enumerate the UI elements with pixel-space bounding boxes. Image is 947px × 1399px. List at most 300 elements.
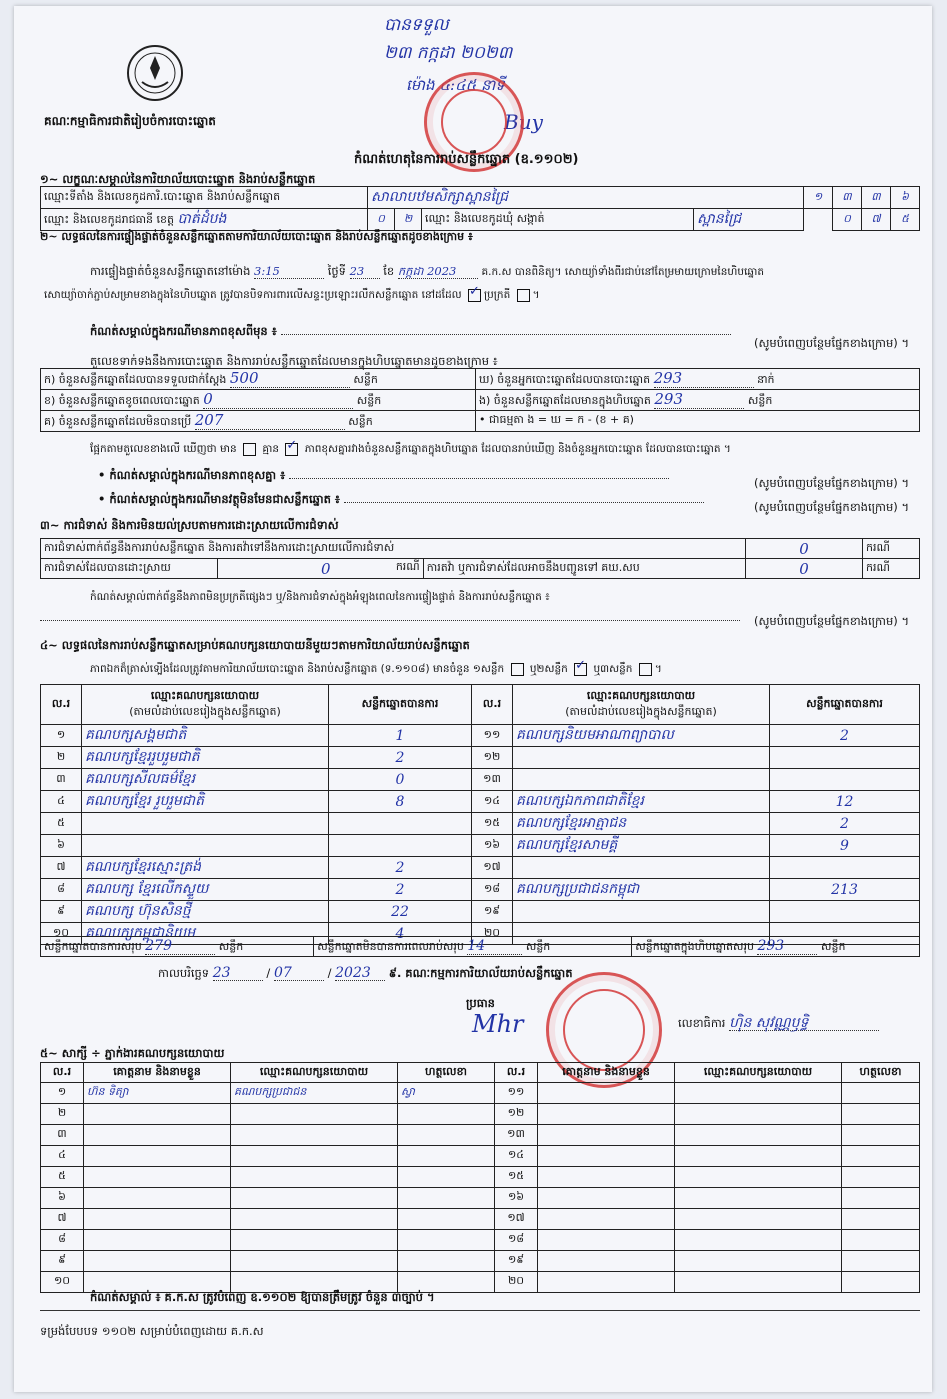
results-no: ១២ bbox=[472, 747, 513, 769]
witness-no: ១ bbox=[41, 1083, 84, 1104]
section1-table bbox=[40, 186, 920, 231]
results-party: គណបក្សខ្មែរសាមគ្គី bbox=[513, 835, 770, 857]
difference-suffix: ភាពខុសគ្នារវាងចំនួនសន្លឹកឆ្នោតក្នុងហិបឆ្នោត ដែលបានរាប់ឃើញ និងចំនួនអ្នកបោះឆ្នោត ដែលបានបោះឆ្នោត ។ bbox=[304, 443, 731, 455]
seal-line: សោយ្យ៉ាចាក់ភ្ជាប់សម្រាមខាងក្នុងនៃហិបឆ្នោត ត្រូវបានបិទការពារលើសន្ទះប្រឡោះរលឹកសន្លឹកឆ្នោត នៅដដែល ✓ ប្រក្រតី ។ bbox=[44, 288, 540, 302]
section3-title: ៣~ ការជំទាស់ និងការមិនយល់ស្របតាមការដោះស្រាយលើការជំទាស់ bbox=[40, 518, 339, 532]
results-votes: 213 bbox=[770, 879, 920, 901]
witness-party bbox=[675, 1167, 842, 1188]
witness-name bbox=[84, 1251, 231, 1272]
results-party bbox=[513, 901, 770, 923]
witness-no: ១៦ bbox=[495, 1188, 538, 1209]
witness-no: ៥ bbox=[41, 1167, 84, 1188]
commune-label: ឈ្មោះ និងលេខកូដឃុំ សង្កាត់ bbox=[422, 209, 694, 231]
count-b-unit: សន្លឹក bbox=[356, 394, 382, 407]
results-col-party-left bbox=[82, 685, 329, 725]
results-row bbox=[41, 747, 920, 769]
chair-signature: Mhr bbox=[472, 1010, 524, 1038]
station-name: សាលាបឋមសិក្សាស្ពានជ្រៃ bbox=[368, 187, 804, 209]
received-signature: Buy bbox=[504, 110, 543, 134]
bullet1-fill-note: (សូមបំពេញបន្ថែមផ្នែកខាងក្រោម) ។ bbox=[754, 476, 910, 490]
province-code-1: ០ bbox=[368, 209, 395, 231]
station-code-4: ៦ bbox=[891, 187, 920, 209]
results-votes bbox=[770, 901, 920, 923]
verify-month-label: ខែ bbox=[383, 264, 395, 278]
province-name: បាត់ដំបង bbox=[177, 211, 227, 227]
count-a-unit: សន្លឹក bbox=[353, 373, 378, 386]
results-row bbox=[41, 901, 920, 923]
witness-sign bbox=[398, 1209, 495, 1230]
witness-party bbox=[675, 1146, 842, 1167]
witness-row bbox=[41, 1146, 920, 1167]
invalid-total bbox=[314, 937, 632, 957]
results-votes bbox=[329, 835, 472, 857]
witness-party bbox=[231, 1104, 398, 1125]
results-votes bbox=[329, 813, 472, 835]
witness-name: ហ៊ន ទិត្យា bbox=[84, 1083, 231, 1104]
invalid-total-label: សន្លឹកឆ្នោតមិនបានការពេលរាប់សរុប bbox=[317, 939, 464, 953]
objection-table bbox=[40, 538, 920, 579]
witness-no: ១៨ bbox=[495, 1230, 538, 1251]
objection-forwarded-value: 0 bbox=[746, 559, 863, 579]
objection-row1-unit: ករណី bbox=[863, 539, 920, 559]
witness-sign bbox=[398, 1188, 495, 1209]
witness-party bbox=[231, 1167, 398, 1188]
abnormal-checkbox[interactable] bbox=[517, 289, 530, 302]
results-party bbox=[513, 769, 770, 791]
section4-intro-text: ភាពឯកត៏ត្រាស់ទ្បើងដែលត្រូវតាមការិយាល័យបោះឆ្នោត និងរាប់សន្លឹកឆ្នោត (ទ.១១០៨) មានចំនួន ១សន្លឹក bbox=[90, 663, 505, 675]
province-row bbox=[41, 209, 368, 231]
results-party: គណបក្សសីលធម៌ខ្មែរ bbox=[82, 769, 329, 791]
verify-after-text: គ.ក.ស បានពិនិត្យ។ សោយ្យ៉ាទាំងពីរជាប់នៅតែម្រមាយក្រោមនៃហិបឆ្នោត bbox=[481, 266, 765, 278]
objection-resolved-label: ការជំទាស់ដែលបានដោះស្រាយ bbox=[41, 559, 218, 579]
verify-day: 23 bbox=[350, 264, 380, 279]
results-no: ៩ bbox=[41, 901, 82, 923]
results-party: គណបក្សខ្មែរ រួបរួមជាតិ bbox=[82, 791, 329, 813]
results-no: ១០ bbox=[41, 923, 82, 945]
results-party-head-left: ឈ្មោះគណបក្សនយោបាយ bbox=[150, 688, 260, 702]
objection-row1-value: 0 bbox=[746, 539, 863, 559]
results-votes: 2 bbox=[770, 725, 920, 747]
results-votes bbox=[770, 747, 920, 769]
results-party: គណបក្សខ្មែរអាត្មាជន bbox=[513, 813, 770, 835]
sheets-2-checkbox[interactable] bbox=[574, 663, 587, 676]
witness-col-sign-left: ហត្ថលេខា bbox=[398, 1063, 495, 1083]
witness-sign bbox=[842, 1167, 920, 1188]
count-d-value: 293 bbox=[654, 369, 754, 388]
diff-note bbox=[90, 324, 731, 338]
witness-party bbox=[231, 1209, 398, 1230]
witness-name bbox=[538, 1230, 675, 1251]
diff-note-label: កំណត់សម្គាល់ក្នុងករណីមានភាពខុសពីមុន ៖ bbox=[90, 324, 277, 338]
invalid-total-unit: សន្លឹក bbox=[525, 939, 551, 953]
secretary-line bbox=[678, 1016, 879, 1031]
objection-row1-label: ការជំទាស់ពាក់ព័ន្ធនឹងការរាប់សន្លឹកឆ្នោត និងការតវ៉ាទៅនឹងការដោះស្រាយលើការជំទាស់ bbox=[41, 539, 746, 559]
results-no: ១៩ bbox=[472, 901, 513, 923]
witness-row bbox=[41, 1104, 920, 1125]
bullet1-label: • កំណត់សម្គាល់ក្នុងករណីមានភាពខុសគ្នា ៖ bbox=[98, 468, 286, 482]
witness-name bbox=[538, 1167, 675, 1188]
valid-total-value: 279 bbox=[145, 938, 215, 955]
commune-code-2: ៧ bbox=[862, 209, 891, 231]
results-party-sub-right: (តាមលំដាប់លេខរៀងក្នុងសន្លឹកឆ្នោត) bbox=[565, 704, 717, 718]
sheets-3-label: ឬ៣សន្លឹក bbox=[593, 663, 633, 675]
counts-table bbox=[40, 368, 920, 432]
verify-month: កក្កដា 2023 bbox=[398, 264, 478, 279]
objection-forwarded-label: ការតវ៉ា ឬការជំទាស់ដែលអាចនឹងបញ្ជូនទៅ គឃ.សប bbox=[423, 559, 745, 579]
bullet2-fill-note: (សូមបំពេញបន្ថែមផ្នែកខាងក្រោម) ។ bbox=[754, 500, 910, 514]
bullet-object-note bbox=[98, 492, 704, 506]
results-row bbox=[41, 725, 920, 747]
results-votes: 8 bbox=[329, 791, 472, 813]
footer-form-ref: ទម្រង់បែបបទ ១១០២ សម្រាប់បំពេញដោយ គ.ក.ស bbox=[40, 1324, 264, 1338]
witness-sign bbox=[842, 1251, 920, 1272]
commune-name: ស្ពានជ្រៃ bbox=[693, 209, 803, 231]
witness-no: ១០ bbox=[41, 1272, 84, 1293]
witness-no: ៦ bbox=[41, 1188, 84, 1209]
section2-title: ២~ លទ្ធផលនៃការផ្ទៀងផ្ទាត់ចំនួនសន្លឹកឆ្នោតតាមការិយាល័យបោះឆ្នោត និងរាប់សន្លឹកឆ្នោតដូចខាងក្រោម ៖ bbox=[40, 230, 473, 243]
witness-sign bbox=[842, 1104, 920, 1125]
witness-name bbox=[84, 1125, 231, 1146]
witness-row bbox=[41, 1125, 920, 1146]
witness-name bbox=[538, 1104, 675, 1125]
witness-no: ៤ bbox=[41, 1146, 84, 1167]
count-b-label: ខ) ចំនួនសន្លឹកឆ្នោតខូចពេលបោះឆ្នោត bbox=[44, 394, 200, 407]
results-no: ២ bbox=[41, 747, 82, 769]
witness-col-party-left: ឈ្មោះគណបក្សនយោបាយ bbox=[231, 1063, 398, 1083]
count-formula: • ជាធម្មតា ង = ឃ = ក - (ខ + គ) bbox=[476, 411, 920, 432]
count-a-label: ក) ចំនួនសន្លឹកឆ្នោតដែលបានទទួលជាក់ស្តែង bbox=[44, 373, 227, 386]
witness-sign bbox=[842, 1083, 920, 1104]
results-party: គណបក្សប្រជាជនកម្ពុជា bbox=[513, 879, 770, 901]
date-day: 23 bbox=[213, 966, 263, 981]
witness-sign bbox=[398, 1251, 495, 1272]
results-row bbox=[41, 769, 920, 791]
witness-party bbox=[675, 1083, 842, 1104]
witness-name bbox=[538, 1083, 675, 1104]
results-votes: 1 bbox=[329, 725, 472, 747]
count-d bbox=[476, 369, 920, 390]
witness-name bbox=[538, 1146, 675, 1167]
results-votes: 12 bbox=[770, 791, 920, 813]
results-votes: 9 bbox=[770, 835, 920, 857]
results-no: ៨ bbox=[41, 879, 82, 901]
results-row bbox=[41, 857, 920, 879]
diff-fill-note: (សូមបំពេញបន្ថែមផ្នែកខាងក្រោម) ។ bbox=[754, 336, 910, 350]
results-party bbox=[82, 835, 329, 857]
seal-text: សោយ្យ៉ាចាក់ភ្ជាប់សម្រាមខាងក្នុងនៃហិបឆ្នោត ត្រូវបានបិទការពារលើសន្ទះប្រឡោះរលឹកសន្លឹកឆ្នោត នៅដដែល bbox=[44, 289, 462, 301]
station-code-3: ៣ bbox=[862, 187, 891, 209]
date-label: កាលបរិច្ឆេទ bbox=[158, 966, 210, 980]
witness-party bbox=[675, 1104, 842, 1125]
bullet-difference-note bbox=[98, 468, 669, 482]
witness-col-name-left: គោត្តនាម និងនាមខ្លួន bbox=[84, 1063, 231, 1083]
secretary-label: លេខាធិការ bbox=[678, 1016, 726, 1030]
date-month: 07 bbox=[274, 966, 324, 981]
witness-sign: ស្វា bbox=[398, 1083, 495, 1104]
objection-resolved-unit: ករណី bbox=[395, 559, 420, 573]
results-no: ៥ bbox=[41, 813, 82, 835]
section1-title: ១~ លក្ខណៈសម្គាល់នៃការិយាល័យបោះឆ្នោត និងរាប់សន្លឹកឆ្នោត bbox=[40, 172, 316, 186]
witness-name bbox=[84, 1104, 231, 1125]
results-no: ១៥ bbox=[472, 813, 513, 835]
results-votes: 0 bbox=[329, 769, 472, 791]
witness-no: ១៣ bbox=[495, 1125, 538, 1146]
results-party bbox=[513, 857, 770, 879]
results-votes: 2 bbox=[329, 879, 472, 901]
witness-sign bbox=[398, 1125, 495, 1146]
witness-sign bbox=[842, 1146, 920, 1167]
results-no: ១១ bbox=[472, 725, 513, 747]
witness-col-name-right: គោត្តនាម និងនាមខ្លួន bbox=[538, 1063, 675, 1083]
results-party bbox=[513, 747, 770, 769]
witness-sign bbox=[398, 1146, 495, 1167]
witness-sign bbox=[398, 1104, 495, 1125]
witness-party bbox=[675, 1272, 842, 1293]
difference-check-line bbox=[90, 442, 731, 456]
objection-forwarded-unit: ករណី bbox=[863, 559, 920, 579]
witness-party bbox=[231, 1125, 398, 1146]
witness-party: គណបក្សប្រជាជន bbox=[231, 1083, 398, 1104]
station-code-1: ១ bbox=[804, 187, 833, 209]
results-row bbox=[41, 813, 920, 835]
box-total-label: សន្លឹកឆ្នោតក្នុងហិបឆ្នោតសរុប bbox=[635, 939, 754, 953]
count-a bbox=[41, 369, 476, 390]
box-total-unit: សន្លឹក bbox=[820, 939, 846, 953]
witness-row bbox=[41, 1167, 920, 1188]
count-b-value: 0 bbox=[203, 390, 353, 409]
count-c-unit: សន្លឹក bbox=[348, 415, 373, 428]
witness-row bbox=[41, 1251, 920, 1272]
results-votes: 22 bbox=[329, 901, 472, 923]
witness-no: ១៧ bbox=[495, 1209, 538, 1230]
count-a-value: 500 bbox=[230, 369, 350, 388]
results-party: គណបក្សឯកភាពជាតិខ្មែរ bbox=[513, 791, 770, 813]
witness-no: ១៥ bbox=[495, 1167, 538, 1188]
results-party: គណបក្សនិយមអាណាព្យាបាល bbox=[513, 725, 770, 747]
date-line: កាលបរិច្ឆេទ 23 / 07 / 2023 ៩. គណៈកម្មការការិយាល័យរាប់សន្លឹកឆ្នោត bbox=[158, 965, 573, 981]
commune-code-3: ៥ bbox=[891, 209, 920, 231]
sheets-1-checkbox[interactable] bbox=[511, 663, 524, 676]
verify-time: 3:15 bbox=[254, 264, 324, 279]
section5-title: ៥~ សាក្សី ÷ ភ្នាក់ងារគណបក្សនយោបាយ bbox=[40, 1046, 225, 1060]
count-e-unit: សន្លឹក bbox=[747, 394, 773, 407]
results-votes: 2 bbox=[329, 857, 472, 879]
witness-no: ៨ bbox=[41, 1230, 84, 1251]
witness-name bbox=[84, 1230, 231, 1251]
sheets-3-checkbox[interactable] bbox=[639, 663, 652, 676]
objection-note-line bbox=[40, 620, 740, 621]
witness-name bbox=[538, 1272, 675, 1293]
witness-table bbox=[40, 1062, 920, 1293]
witness-party bbox=[675, 1230, 842, 1251]
results-no: ៣ bbox=[41, 769, 82, 791]
totals-table bbox=[40, 936, 920, 957]
results-row bbox=[41, 879, 920, 901]
section4-title: ៤~ លទ្ធផលនៃការរាប់សន្លឹកឆ្នោតសម្រាប់គណបក្សនយោបាយនីមួយៗតាមការិយាល័យរាប់សន្លឹកឆ្នោត bbox=[40, 638, 470, 652]
witness-name bbox=[84, 1146, 231, 1167]
org-name: គណៈកម្មាធិការជាតិរៀបចំការបោះឆ្នោត bbox=[44, 114, 216, 128]
bullet2-label: • កំណត់សម្គាល់ក្នុងករណីមានវត្ថុមិនមែនជាសន្លឹកឆ្នោត ៖ bbox=[98, 492, 340, 506]
witness-party bbox=[231, 1230, 398, 1251]
count-d-unit: នាក់ bbox=[757, 373, 775, 386]
results-col-no-left: ល.រ bbox=[41, 685, 82, 725]
count-c-value: 207 bbox=[195, 411, 345, 430]
results-party bbox=[82, 813, 329, 835]
normal-checkbox[interactable] bbox=[468, 289, 481, 302]
witness-party bbox=[231, 1251, 398, 1272]
invalid-total-value: 14 bbox=[467, 938, 522, 955]
objection-resolved bbox=[218, 559, 424, 579]
difference-prefix: ផ្អែកតាមតួលេខខាងលើ ឃើញថា មាន bbox=[90, 443, 237, 455]
witness-col-no-left: ល.រ bbox=[41, 1063, 84, 1083]
count-c-label: គ) ចំនួនសន្លឹកឆ្នោតដែលមិនបានប្រើ bbox=[44, 415, 192, 428]
results-party: គណបក្សខ្មែរស្មោះត្រង់ bbox=[82, 857, 329, 879]
results-votes: 4 bbox=[329, 923, 472, 945]
results-party: គណបក្សខ្មែររួបរួមជាតិ bbox=[82, 747, 329, 769]
box-total-value: 293 bbox=[757, 938, 817, 955]
form-page bbox=[14, 6, 932, 1392]
sheets-2-label: ឬ២សន្លឹក bbox=[529, 663, 568, 675]
count-e bbox=[476, 390, 920, 411]
witness-sign bbox=[842, 1125, 920, 1146]
witness-col-no-right: ល.រ bbox=[495, 1063, 538, 1083]
count-c bbox=[41, 411, 476, 432]
results-row bbox=[41, 835, 920, 857]
witness-col-sign-right: ហត្ថលេខា bbox=[842, 1063, 920, 1083]
witness-no: ២ bbox=[41, 1104, 84, 1125]
witness-sign bbox=[842, 1272, 920, 1293]
witness-no: ៣ bbox=[41, 1125, 84, 1146]
witness-sign bbox=[842, 1209, 920, 1230]
results-no: ១៧ bbox=[472, 857, 513, 879]
count-b bbox=[41, 390, 476, 411]
difference-no-label: គ្មាន bbox=[262, 443, 280, 455]
results-no: ៧ bbox=[41, 857, 82, 879]
valid-total bbox=[41, 937, 314, 957]
witness-col-party-right: ឈ្មោះគណបក្សនយោបាយ bbox=[675, 1063, 842, 1083]
secretary-name: ហ៊ិន សុវណ្ណឫទ្ធិ bbox=[729, 1016, 879, 1031]
witness-no: ១៤ bbox=[495, 1146, 538, 1167]
witness-name bbox=[84, 1188, 231, 1209]
date-year: 2023 bbox=[335, 966, 385, 981]
results-no: ១៦ bbox=[472, 835, 513, 857]
witness-no: ១៩ bbox=[495, 1251, 538, 1272]
results-no: ១ bbox=[41, 725, 82, 747]
station-code-2: ៣ bbox=[833, 187, 862, 209]
results-party-sub-left: (តាមលំដាប់លេខរៀងក្នុងសន្លឹកឆ្នោត) bbox=[129, 704, 281, 718]
station-label: ឈ្មោះទីតាំង និងលេខកូដការិ.បោះឆ្នោត និងរាប់សន្លឹកឆ្នោត bbox=[41, 187, 368, 209]
witness-sign bbox=[842, 1188, 920, 1209]
box-total bbox=[632, 937, 920, 957]
witness-name bbox=[84, 1167, 231, 1188]
chair-label: ប្រធាន bbox=[466, 996, 495, 1010]
witness-row bbox=[41, 1188, 920, 1209]
witness-name bbox=[538, 1251, 675, 1272]
witness-party bbox=[675, 1251, 842, 1272]
results-votes bbox=[770, 769, 920, 791]
witness-name bbox=[538, 1209, 675, 1230]
results-party-head-right: ឈ្មោះគណបក្សនយោបាយ bbox=[586, 688, 696, 702]
valid-total-unit: សន្លឹក bbox=[218, 939, 244, 953]
verify-time-label: ការផ្ទៀងផ្ទាត់ចំនួនសន្លឹកឆ្នោតនៅម៉ោង bbox=[90, 264, 251, 278]
difference-yes-checkbox[interactable] bbox=[243, 443, 256, 456]
received-time: ម៉ោង ៤:៤៥ នាទី bbox=[406, 76, 505, 94]
normal-label: ប្រក្រតី bbox=[484, 289, 511, 301]
witness-no: ២០ bbox=[495, 1272, 538, 1293]
results-row bbox=[41, 791, 920, 813]
witness-no: ៧ bbox=[41, 1209, 84, 1230]
results-col-no-right: ល.រ bbox=[472, 685, 513, 725]
results-no: ២០ bbox=[472, 923, 513, 945]
results-table bbox=[40, 684, 920, 945]
committee-label: ៩. គណៈកម្មការការិយាល័យរាប់សន្លឹកឆ្នោត bbox=[388, 966, 573, 980]
witness-name bbox=[538, 1125, 675, 1146]
objection-fill-note: (សូមបំពេញបន្ថែមផ្នែកខាងក្រោម) ។ bbox=[754, 614, 910, 628]
witness-name bbox=[538, 1188, 675, 1209]
objection-note: កំណត់សម្គាល់ពាក់ព័ន្ធនឹងភាពមិនប្រក្រតីផ្សេងៗ ឬ/និងការជំទាស់ក្នុងអំឡុងពេលនៃការផ្ទៀងផ្ទាត់ និងការរាប់សន្លឹកឆ្នោត ៖ bbox=[90, 591, 550, 603]
witness-party bbox=[231, 1188, 398, 1209]
footer-divider bbox=[40, 1310, 920, 1311]
witness-no: ១២ bbox=[495, 1104, 538, 1125]
counts-intro: តួលេខទាក់ទងនឹងការបោះឆ្នោត និងការរាប់សន្លឹកឆ្នោតដែលមានក្នុងហិបឆ្នោតមានដូចខាងក្រោម ៖ bbox=[90, 354, 498, 368]
results-no: ១៣ bbox=[472, 769, 513, 791]
difference-no-checkbox[interactable] bbox=[285, 443, 298, 456]
objection-resolved-value: 0 bbox=[321, 559, 331, 578]
count-e-value: 293 bbox=[654, 390, 744, 409]
witness-row bbox=[41, 1230, 920, 1251]
province-code-2: ២ bbox=[395, 209, 422, 231]
witness-sign bbox=[842, 1230, 920, 1251]
witness-party bbox=[675, 1188, 842, 1209]
witness-sign bbox=[398, 1230, 495, 1251]
footer-note: កំណត់សម្គាល់ ៖ គ.ក.ស ត្រូវបំពេញ ឧ.១១០២ ឱ្យបានត្រឹមត្រូវ ចំនួន ៣ច្បាប់ ។ bbox=[90, 1290, 435, 1304]
witness-sign bbox=[398, 1167, 495, 1188]
results-no: ១៤ bbox=[472, 791, 513, 813]
commune-code-1: ០ bbox=[833, 209, 862, 231]
witness-party bbox=[231, 1146, 398, 1167]
witness-no: ១១ bbox=[495, 1083, 538, 1104]
verify-time-line bbox=[90, 264, 764, 279]
results-no: ៤ bbox=[41, 791, 82, 813]
count-e-label: ង) ចំនួនសន្លឹកឆ្នោតដែលមានក្នុងហិបឆ្នោត bbox=[479, 394, 651, 407]
section4-intro: ភាពឯកត៏ត្រាស់ទ្បើងដែលត្រូវតាមការិយាល័យបោះឆ្នោត និងរាប់សន្លឹកឆ្នោត (ទ.១១០៨) មានចំនួន ១សន្លឹក ឬ២សន្លឹក ✓ ឬ៣សន្លឹក ។ bbox=[90, 662, 662, 676]
witness-party bbox=[675, 1209, 842, 1230]
results-party: គណបក្ស ខ្មែរលើកស្ទួយ bbox=[82, 879, 329, 901]
received-date: ២៣ កក្កដា ២០២៣ bbox=[384, 43, 513, 63]
results-col-party-right bbox=[513, 685, 770, 725]
results-no: ១៨ bbox=[472, 879, 513, 901]
results-no: ៦ bbox=[41, 835, 82, 857]
witness-name bbox=[84, 1209, 231, 1230]
valid-total-label: សន្លឹកឆ្នោតបានការសរុប bbox=[44, 939, 142, 953]
results-party: គណបក្ស ហ៊ុនសិនថ្មី bbox=[82, 901, 329, 923]
form-title: កំណត់ហេតុនៃការរាប់សន្លឹកឆ្នោត (ឧ.១១០២) bbox=[354, 152, 579, 167]
results-party: គណបក្សកម្ពុជានិយម bbox=[82, 923, 329, 945]
count-d-label: ឃ) ចំនួនអ្នកបោះឆ្នោតដែលបានបោះឆ្នោត bbox=[479, 373, 651, 386]
witness-party bbox=[675, 1125, 842, 1146]
province-label: ឈ្មោះ និងលេខកូដរាជធានី ខេត្ត bbox=[44, 213, 174, 226]
emblem-icon bbox=[124, 44, 186, 102]
witness-row bbox=[41, 1209, 920, 1230]
results-col-votes-left: សន្លឹកឆ្នោតបានការ bbox=[329, 685, 472, 725]
witness-no: ៩ bbox=[41, 1251, 84, 1272]
results-party: គណបក្សសង្គមជាតិ bbox=[82, 725, 329, 747]
witness-row bbox=[41, 1083, 920, 1104]
results-votes: 2 bbox=[770, 813, 920, 835]
verify-day-label: ថ្ងៃទី bbox=[327, 264, 346, 278]
received-note: បានទទួល bbox=[384, 15, 449, 35]
results-votes bbox=[770, 857, 920, 879]
